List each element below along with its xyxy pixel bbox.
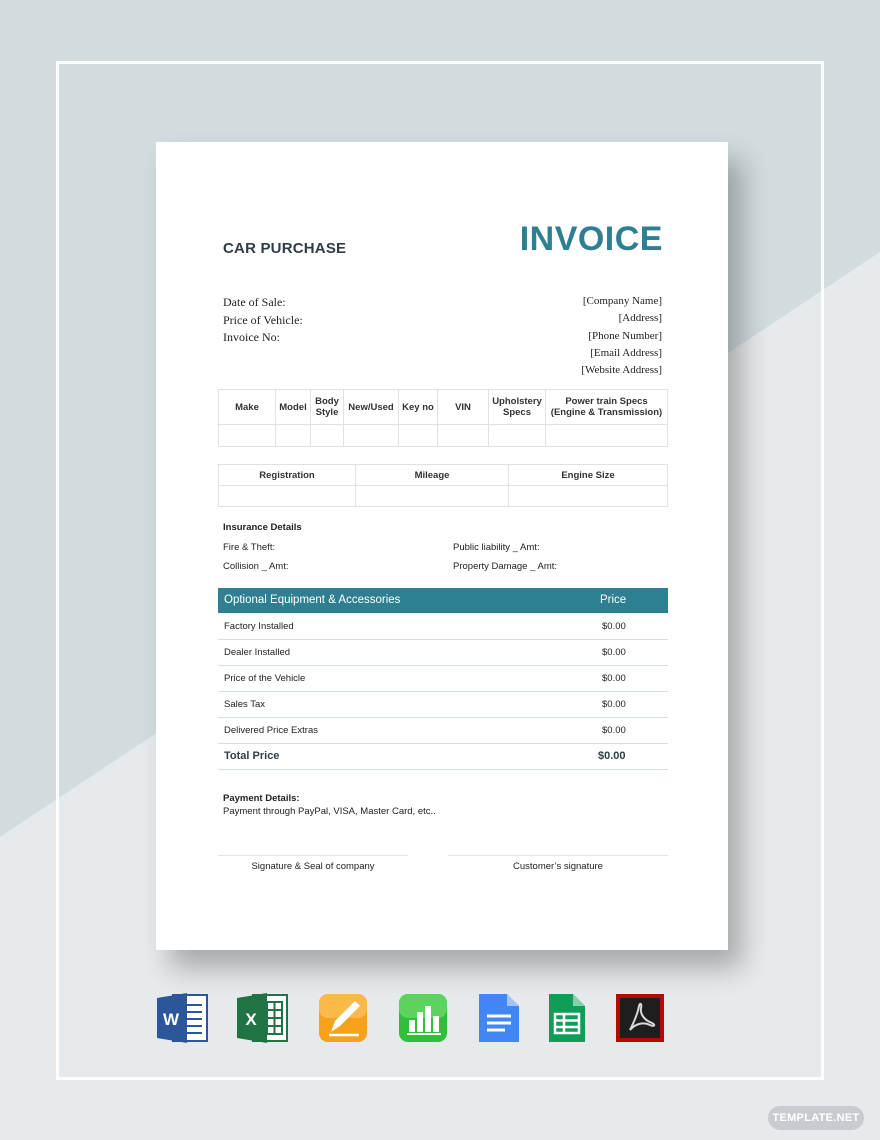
svg-text:X: X — [245, 1010, 257, 1029]
header-upholstery: Upholstery Specs — [489, 390, 546, 425]
company-fields — [581, 293, 662, 379]
company-email: [Email Address] — [590, 346, 662, 359]
table-cell — [509, 486, 668, 507]
vehicle-table-header — [219, 390, 668, 425]
header-power-train: Power train Specs (Engine & Transmission) — [546, 390, 668, 425]
row-price: $0.00 — [602, 699, 626, 710]
company-signature-line — [218, 855, 408, 856]
invoice-no-label: Invoice No: — [223, 330, 280, 344]
table-cell — [276, 425, 311, 447]
price-header-label: Price — [600, 594, 627, 606]
pdf-icon[interactable] — [614, 992, 666, 1044]
table-cell — [438, 425, 489, 447]
company-address: [Address] — [618, 312, 662, 325]
total-row — [218, 743, 668, 770]
header-registration: Registration — [219, 465, 356, 486]
header-model: Model — [276, 390, 311, 425]
excel-icon[interactable] — [237, 992, 289, 1044]
template-net-badge[interactable]: TEMPLATE.NET — [768, 1106, 864, 1130]
table-cell — [356, 486, 509, 507]
equipment-header-label: Optional Equipment & Accessories — [224, 594, 401, 606]
payment-text: Payment through PayPal, VISA, Master Card, etc.. — [223, 806, 436, 817]
date-of-sale-label: Date of Sale: — [223, 295, 286, 309]
header-engine-size: Engine Size — [509, 465, 668, 486]
numbers-icon[interactable] — [397, 992, 449, 1044]
row-item: Delivered Price Extras — [224, 725, 318, 736]
equipment-row — [218, 691, 668, 718]
registration-table-header — [219, 465, 668, 486]
row-price: $0.00 — [602, 673, 626, 684]
table-cell — [219, 486, 356, 507]
word-icon[interactable] — [157, 992, 209, 1044]
vehicle-table-row — [219, 425, 668, 447]
company-signature-label: Signature & Seal of company — [251, 861, 375, 872]
equipment-row — [218, 665, 668, 692]
row-item: Sales Tax — [224, 699, 266, 710]
svg-text:W: W — [162, 1010, 180, 1029]
equipment-table-header — [218, 588, 668, 613]
table-cell — [344, 425, 399, 447]
collision-label: Collision _ Amt: — [223, 561, 289, 572]
header-body-style: Body Style — [311, 390, 344, 425]
invoice-heading: INVOICE — [519, 220, 663, 258]
equipment-row — [218, 717, 668, 744]
row-item: Price of the Vehicle — [224, 673, 306, 684]
customer-signature-label: Customer’s signature — [513, 861, 603, 872]
header-mileage: Mileage — [356, 465, 509, 486]
table-cell — [399, 425, 438, 447]
pages-icon[interactable] — [317, 992, 369, 1044]
doc-title: CAR PURCHASE — [223, 240, 347, 257]
row-price: $0.00 — [602, 621, 626, 632]
google-sheets-icon[interactable] — [545, 992, 597, 1044]
registration-table-row — [219, 486, 668, 507]
customer-signature-line — [448, 855, 668, 856]
header-vin: VIN — [438, 390, 489, 425]
total-label: Total Price — [224, 750, 280, 762]
table-cell — [546, 425, 668, 447]
table-cell — [311, 425, 344, 447]
row-item: Dealer Installed — [224, 647, 291, 658]
equipment-row — [218, 613, 668, 640]
payment-title: Payment Details: — [223, 793, 300, 804]
table-cell — [489, 425, 546, 447]
row-item: Factory Installed — [224, 621, 294, 632]
row-price: $0.00 — [602, 725, 626, 736]
price-of-vehicle-label: Price of Vehicle: — [223, 312, 303, 327]
property-damage-label: Property Damage _ Amt: — [453, 561, 558, 572]
row-price: $0.00 — [602, 647, 626, 658]
insurance-title: Insurance Details — [223, 522, 302, 533]
company-name: [Company Name] — [582, 295, 662, 307]
invoice-document — [156, 142, 728, 950]
public-liability-label: Public liability _ Amt: — [453, 542, 540, 553]
company-website: [Website Address] — [581, 364, 662, 377]
equipment-row — [218, 639, 668, 666]
registration-table — [218, 464, 668, 507]
company-phone: [Phone Number] — [588, 329, 662, 342]
table-cell — [219, 425, 276, 447]
header-make: Make — [219, 390, 276, 425]
header-key-no: Key no — [399, 390, 438, 425]
total-value: $0.00 — [598, 750, 626, 762]
format-icons-bar — [0, 992, 880, 1048]
sale-fields — [223, 294, 303, 347]
header-new-used: New/Used — [344, 390, 399, 425]
fire-theft-label: Fire & Theft: — [223, 542, 276, 553]
vehicle-table — [218, 389, 668, 447]
google-docs-icon[interactable] — [475, 992, 527, 1044]
